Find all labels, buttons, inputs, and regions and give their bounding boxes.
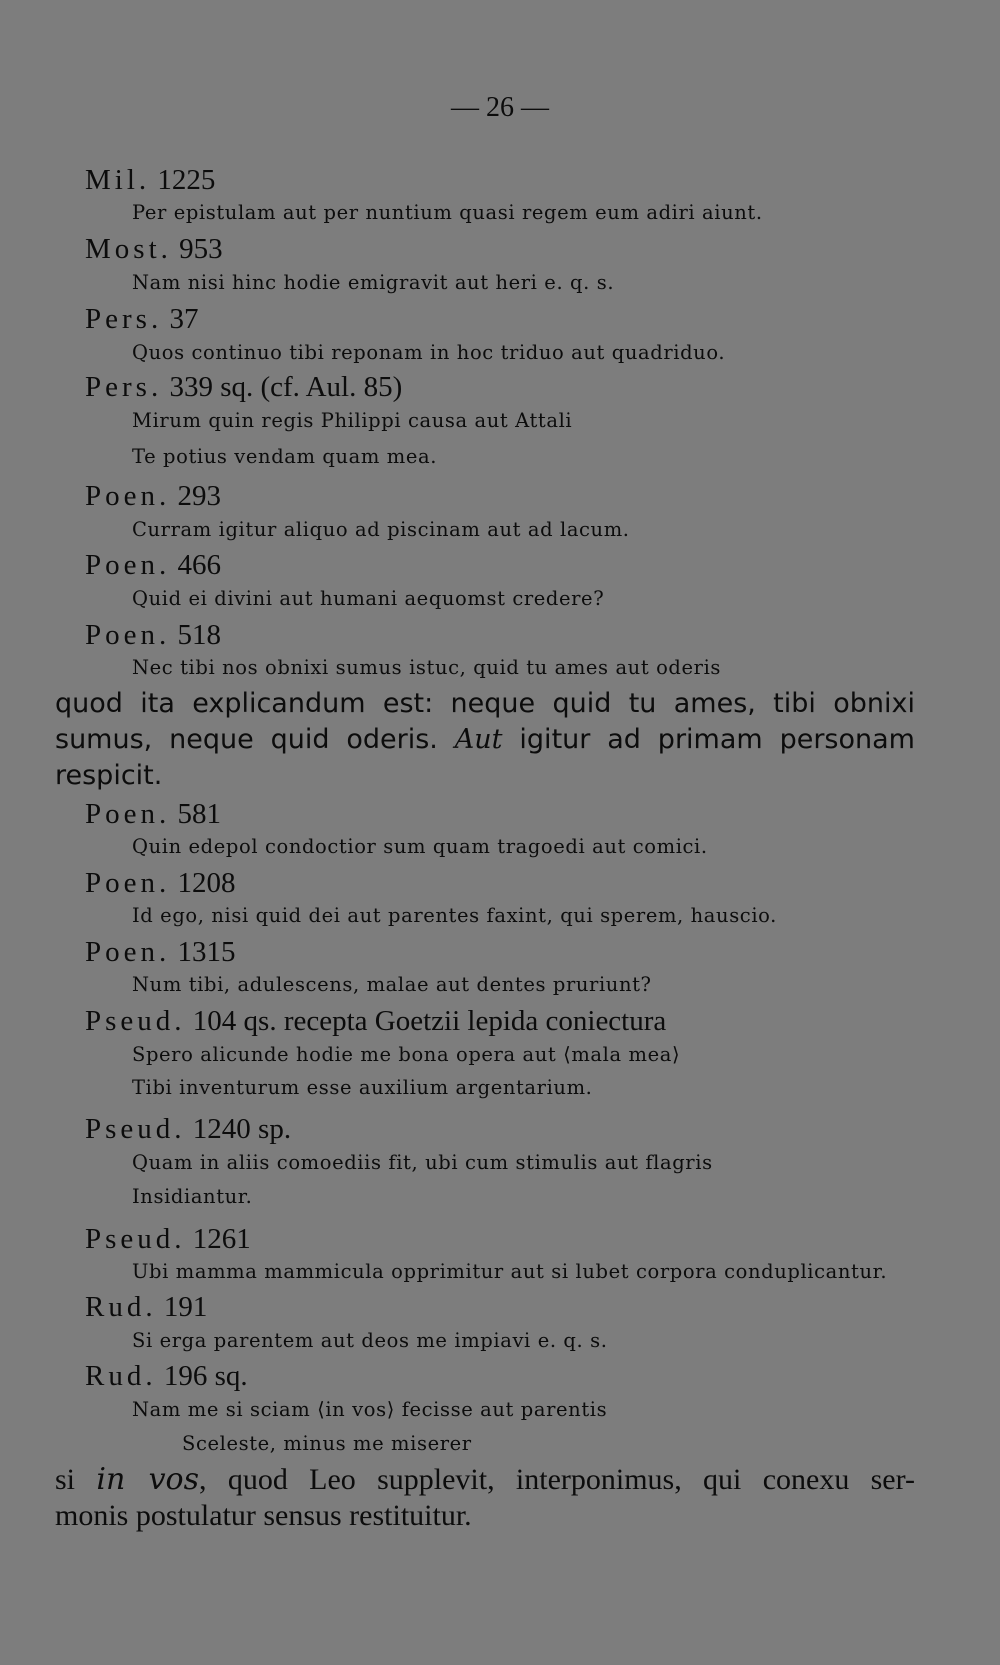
citation-reference [85,370,402,404]
work-abbreviation: Pers. [85,371,163,403]
page-number: — 26 — [451,92,549,123]
verse-line: Tibi inventurum esse auxilium argentarium. [132,1076,593,1099]
line-number: 37 [169,303,199,335]
citation-reference [85,548,221,582]
line-number: 196 sq. [163,1360,248,1392]
work-abbreviation: Poen. [85,480,171,512]
citation-reference [85,1222,251,1256]
work-abbreviation: Poen. [85,936,171,968]
line-number: 104 qs. [192,1005,277,1037]
verse-line: Id ego, nisi quid dei aut parentes faxint, qui sperem, hauscio. [132,904,777,927]
emphasized-word: Aut [454,724,503,755]
verse-line: Sceleste, minus me miserer [182,1432,472,1455]
citation-reference [85,866,236,900]
closing-line: monis postulatur sensus restituitur. [55,1499,472,1532]
line-number: 191 [163,1291,208,1323]
verse-line: Spero alicunde hodie me bona opera aut ⟨mala mea⟩ [132,1043,681,1066]
commentary-text: sumus, neque quid oderis. [55,724,438,755]
work-abbreviation: Mil. [85,164,151,196]
verse-line: Nam nisi hinc hodie emigravit aut heri e. q. s. [132,271,615,294]
work-abbreviation: Pseud. [85,1223,186,1255]
work-abbreviation: Poen. [85,867,171,899]
commentary-line: respicit. [55,760,163,791]
verse-line: Mirum quin regis Philippi causa aut Attali [132,409,573,432]
line-number: 293 [177,480,221,512]
verse-line: Si erga parentem aut deos me impiavi e. q. s. [132,1329,608,1352]
closing-line [55,1462,915,1498]
reference-note: recepta Goetzii lepida coniectura [283,1005,667,1037]
verse-line: Insidiantur. [132,1185,253,1208]
citation-reference [85,163,215,197]
verse-line: Nec tibi nos obnixi sumus istuc, quid tu ames aut oderis [132,656,722,679]
line-number: 953 [179,233,223,265]
verse-line: Per epistulam aut per nuntium quasi regem eum adiri aiunt. [132,201,763,224]
emphasized-words: in vos [96,1462,200,1497]
citation-reference [85,1359,248,1393]
work-abbreviation: Poen. [85,798,171,830]
verse-line: Nam me si sciam ⟨in vos⟩ fecisse aut parentis [132,1398,608,1421]
verse-line: Te potius vendam quam mea. [132,445,438,468]
commentary-text: igitur ad primam personam [519,724,915,755]
line-number: 466 [177,549,221,581]
citation-reference [85,1112,291,1146]
line-number: 581 [177,798,221,830]
citation-reference [85,479,221,513]
work-abbreviation: Pseud. [85,1005,186,1037]
commentary-line: quod ita explicandum est: neque quid tu ames, tibi obnixi [55,688,915,719]
citation-reference [85,618,221,652]
verse-line: Quam in aliis comoediis fit, ubi cum stimulis aut flagris [132,1151,713,1174]
work-abbreviation: Most. [85,233,172,265]
line-number: 1261 [192,1223,251,1255]
work-abbreviation: Pers. [85,303,163,335]
work-abbreviation: Rud. [85,1291,157,1323]
line-number: 518 [177,619,221,651]
work-abbreviation: Poen. [85,619,171,651]
closing-text: si [55,1463,76,1496]
work-abbreviation: Pseud. [85,1113,186,1145]
verse-line: Curram igitur aliquo ad piscinam aut ad lacum. [132,518,630,541]
verse-line: Quos continuo tibi reponam in hoc triduo aut quadriduo. [132,341,726,364]
citation-reference [85,232,223,266]
line-number: 1240 sp. [192,1113,292,1145]
work-abbreviation: Rud. [85,1360,157,1392]
work-abbreviation: Poen. [85,549,171,581]
closing-text: , quod Leo supplevit, interponimus, qui conexu ser- [199,1463,916,1496]
line-number: 1225 [157,164,216,196]
citation-reference [85,1290,207,1324]
verse-line: Ubi mamma mammicula opprimitur aut si lubet corpora conduplicantur. [132,1260,888,1283]
commentary-line [55,722,915,758]
citation-reference [85,797,221,831]
citation-reference [85,1004,666,1038]
line-number: 339 sq. (cf. Aul. 85) [169,371,403,403]
verse-line: Num tibi, adulescens, malae aut dentes pruriunt? [132,973,652,996]
verse-line: Quid ei divini aut humani aequomst credere? [132,587,605,610]
line-number: 1208 [177,867,236,899]
verse-line: Quin edepol condoctior sum quam tragoedi aut comici. [132,835,708,858]
citation-reference [85,935,236,969]
line-number: 1315 [177,936,236,968]
citation-reference [85,302,198,336]
